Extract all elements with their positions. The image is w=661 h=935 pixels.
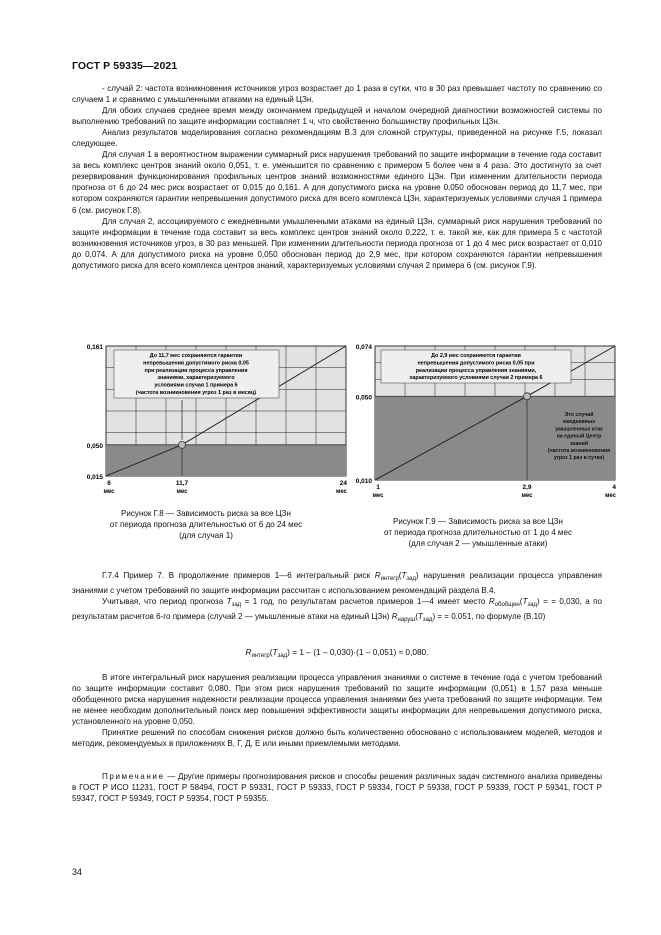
paragraph: Принятие решений по способам снижения рисков должно быть количественно обосновано с использованием моделей, методов и методик, рекомендуемых в приложениях В, Г, Д, Е или иными приемлемыми методами. [72,728,602,749]
x-tick-unit: мес [372,493,384,499]
x-ticks [372,484,616,499]
paragraph: Для случая 1 в вероятностном выражении суммарный риск нарушения требований по защите информации в течение года составит за весь комплекс центров знаний около 0,051, т. е. уменьшится по сравнению с примером 5 более чем в 4 раза. Это достигнуто за счет резервирования функционирования профильных центров знаний возможностями единого ЦЗн. При изменении длительности периода прогноза от 6 до 24 мес риск возрастает от 0,015 до 0,161. А для допустимого риска на уровне 0,050 обоснован период до 11,7 мес, при котором сохраняются гарантии непревышения допустимого риска для всего комплекса ЦЗн, характеризуемых условиями случая 1 примера 6 (см. рисунок Г.8). [72,150,602,215]
x-tick-label: 6 [107,480,111,487]
annotation-line: на единый Центр [556,433,602,440]
annotation-line: умышленных атак [555,426,603,433]
annotation-line: (частота возникновения [547,448,611,454]
section-example-7 [72,570,602,626]
x-tick-unit: мес [521,493,533,499]
paragraph: Г.7.4 Пример 7. В продолжение примеров 1—6 интегральный риск $R_{интегр}(T_{зад})$ нарушения реализации процесса управления знаниями с учетом требований по защите информации рассчитан с использованием рекомендаций раздела В.4. [72,571,602,596]
annotation-line: До 2,9 мес сохраняются гарантии [431,353,521,359]
x-tick-label: 24 [339,480,347,487]
annotation-line: ежедневных [562,419,596,426]
y-ticks [356,344,373,485]
paragraph: - случай 2: частота возникновения источников угроз возрастает до 1 раза в сутки, что в 30 раз превышает частоту по сравнению со случаем 1 и сравнимо с умышленными атаками на единый ЦЗн. [72,84,602,105]
y-tick-label: 0,010 [355,478,372,485]
annotation-line: знаний [569,440,589,447]
figure-g9-chart [341,340,621,505]
y-tick-label: 0,074 [355,344,372,351]
intro-text [72,83,602,271]
intersection-point [179,441,186,448]
paragraph: Для случая 2, ассоциируемого с ежедневными умышленными атаками на единый ЦЗн, суммарный риск нарушения требований по защите информации в течение года составит за весь комплекс центров знаний около 0,222, т. е. такой же, как для примера 5 с частотой возникновения источников угроз, в 30 раз меньшей. При изменении длительности периода прогноза от 1 до 4 мес риск возрастает от 0,010 до 0,074. А для допустимого риска на уровне 0,050 обоснован период до 2,9 мес, при котором сохраняются гарантии непревышения допустимого риска для всего комплекса центров знаний, характеризуемых условиями случая 2 примера 6 (см. рисунок Г.9). [72,216,602,270]
annotation-line: реализации процесса управления знаниями, [415,367,537,374]
annotation-line: угроз 1 раз в сутки) [553,455,605,462]
y-tick-label: 0,050 [86,442,103,450]
conclusion-text [72,672,602,749]
x-tick-unit: мес [604,493,616,499]
page-number: 34 [72,867,83,877]
formula: $R_{интегр}(T_{зад}) = 1 - (1 - 0,030)\cdot(1 - 0,051) \approx 0,080$. [245,647,429,659]
figure-g9-caption [358,516,598,549]
x-tick-label: 4 [612,484,616,491]
page-header: ГОСТ Р 59335—2021 [72,60,178,72]
x-tick-unit: мес [335,489,347,495]
y-tick-label: 0,015 [86,474,103,481]
x-tick-label: 1 [376,484,380,491]
intersection-point [524,393,531,400]
annotation-line: знаниями, характеризуемого [157,375,235,382]
x-tick-label: 2,9 [522,484,532,491]
note-label: Примечание [102,772,165,781]
x-ticks [103,480,347,495]
caption-line: от периода прогноза длительностью от 1 до 4 мес [384,528,572,537]
caption-line: (для случая 2 — умышленные атаки) [408,539,548,548]
paragraph: Анализ результатов моделирования согласно рекомендациям В.3 для сложной структуры, приведенной на рисунке Г.5, показал следующее. [72,128,602,149]
annotation-line: условиями случая 1 примера 6 [154,382,238,389]
y-tick-label: 0,161 [86,344,103,351]
annotation-line: Это случай [564,412,594,418]
x-tick-label: 11,7 [175,480,189,487]
annotation-line: при реализации процесса управления [144,367,248,374]
caption-line: Рисунок Г.8 — Зависимость риска за все ЦЗн [121,509,291,518]
note [72,771,602,804]
annotation-line: До 11,7 мес сохраняются гарантии [149,353,243,359]
paragraph: Учитывая, что период прогноза $T_{зад} = 1$ год, по результатам расчетов примеров 1—4 имеет место $R_{обобщен}(T_{зад})$ = = 0,030, а по результатам расчетов 6-го примера (случай 2 — умышленные атаки на единый ЦЗн) $R_{наруш}(T_{зад})$ = = 0,051, по формуле (В.10) [72,597,602,624]
paragraph: Примечание — Другие примеры прогнозирования рисков и способы решения различных задач системного анализа приведены в ГОСТ Р ИСО 11231, ГОСТ Р 58494, ГОСТ Р 59331, ГОСТ Р 59333, ГОСТ Р 59334, ГОСТ Р 59338, ГОСТ Р 59339, ГОСТ Р 59341, ГОСТ Р 59347, ГОСТ Р 59349, ГОСТ Р 59354, ГОСТ Р 59355. [72,772,602,804]
annotation-line: (частота возникновения угроз 1 раз в месяц) [135,390,257,396]
paragraph: Для обоих случаев среднее время между окончанием предыдущей и началом очередной диагностики возможностей системы по выполнению требований по защите информации составляет 1 ч, что свойственно большинству профильных ЦЗн. [72,106,602,127]
x-tick-unit: мес [176,489,188,495]
annotation-line: характеризуемого условиями случая 2 примера 6 [409,375,543,382]
acceptable-risk-zone [106,445,346,476]
x-tick-unit: мес [103,489,115,495]
caption-line: от периода прогноза длительностью от 6 до 24 мес [109,520,303,529]
caption-line: Рисунок Г.9 — Зависимость риска за все ЦЗн [393,517,563,526]
y-tick-label: 0,050 [355,394,372,402]
annotation-line: непревышения допустимого риска 0,05 при [417,360,535,367]
figure-g8-chart [72,340,352,500]
y-ticks [87,344,104,481]
figure-g8-caption [86,508,326,541]
annotation-line: непревышения допустимого риска 0,05 [143,360,249,367]
caption-line: (для случая 1) [179,531,233,540]
paragraph: В итоге интегральный риск нарушения реализации процесса управления знаниями о системе в течение года с учетом требований по защите информации составит 0,080. При этом риск нарушения требований по защите информации (0,051) в 1,57 раза меньше обобщенного риска нарушения надежности реализации процесса управления знаниями без учета требований по защите информации. Тем не менее необходим дополнительный поиск мер повышения эффективности защиты информации для непревышения допустимого риска, установленного на уровне 0,050. [72,673,602,727]
